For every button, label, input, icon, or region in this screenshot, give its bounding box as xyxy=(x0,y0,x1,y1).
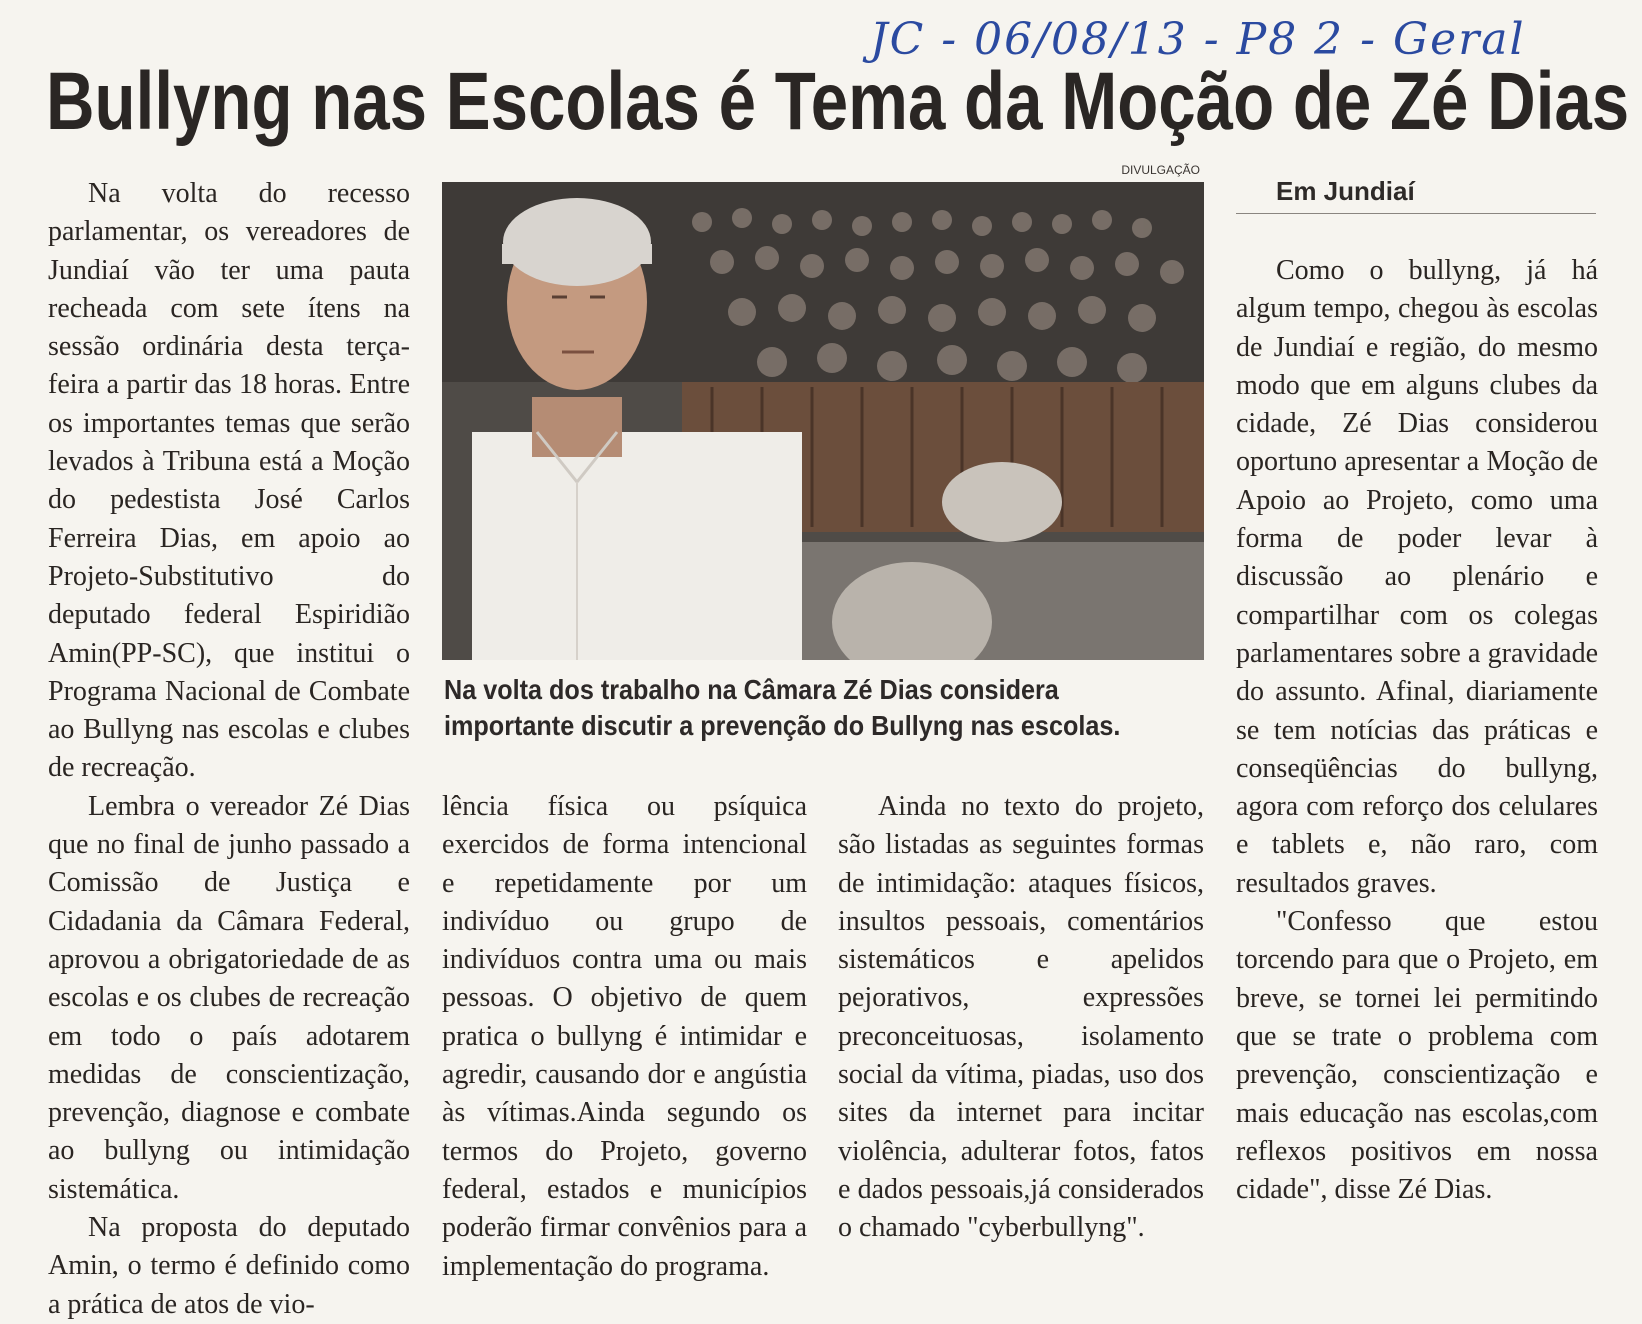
article-photo xyxy=(442,182,1204,660)
photo-credit: DIVULGAÇÃO xyxy=(1121,163,1200,177)
headline: Bullyng nas Escolas é Tema da Moção de Zé Dias xyxy=(46,56,1630,147)
article-paragraph: lência física ou psíquica exercidos de forma intencional e repetidamente por um indivíduo ou grupo de indivíduos contra uma ou mais pessoas. O objetivo de quem pratica o bullyng é intimidar e agredir, causando dor e angústia às vítimas.Ainda segundo os termos do Projeto, governo federal, estados e municípios poderão firmar convênios para a implementação do programa. xyxy=(442,791,807,1282)
handwritten-annotation: JC - 06/08/13 - P8 2 - Geral xyxy=(870,14,1526,65)
article-paragraph: Lembra o vereador Zé Dias que no final de junho passado a Comissão de Justiça e Cidadania da Câmara Federal, aprovou a obrigatoriedade de as escolas e os clubes de recreação em todo o país adotarem medidas de conscientização, prevenção, diagnose e combate ao bullyng ou intimidação sistemática. xyxy=(48,790,410,1205)
photo-caption-line: importante discutir a prevenção do Bullyng nas escolas. xyxy=(444,710,1121,741)
margin-scan-marks xyxy=(10,30,38,1130)
article-column-3 xyxy=(838,788,1204,1248)
sidebar-paragraph: Como o bullyng, já há algum tempo, chegou às escolas de Jundiaí e região, do mesmo modo que em alguns clubes da cidade, Zé Dias considerou oportuno apresentar a Moção de Apoio ao Projeto, como uma forma de poder levar à discussão ao plenário e compartilhar com os colegas parlamentares sobre a gravidade do assunto. Afinal, diariamente se tem notícias das práticas e conseqüências do bullyng, agora com reforço dos celulares e tablets e, não raro, com resultados graves. xyxy=(1236,255,1598,899)
article-column-1 xyxy=(48,175,410,1324)
article-column-2 xyxy=(442,788,807,1286)
article-paragraph: Na proposta do deputado Amin, o termo é definido como a prática de atos de vio- xyxy=(48,1212,410,1320)
photo-caption xyxy=(444,672,1137,744)
sidebar-divider xyxy=(1236,213,1596,214)
sidebar-title: Em Jundiaí xyxy=(1276,176,1415,206)
sidebar-paragraph: "Confesso que estou torcendo para que o Projeto, em breve, se tornei lei permitindo que se trate o problema com prevenção, conscientização e mais educação nas escolas,com reflexos positivos em nossa cidade", disse Zé Dias. xyxy=(1236,906,1598,1206)
photo-caption-line: Na volta dos trabalho na Câmara Zé Dias considera xyxy=(444,674,1059,705)
article-paragraph: Na volta do recesso parlamentar, os vereadores de Jundiaí vão ter uma pauta recheada com sete ítens na sessão ordinária desta terça-feira a partir das 18 horas. Entre os importantes temas que serão levados à Tribuna está a Moção do pedestista José Carlos Ferreira Dias, em apoio ao Projeto-Substitutivo do deputado federal Espiridião Amin(PP-SC), que institui o Programa Nacional de Combate ao Bullyng nas escolas e clubes de recreação. xyxy=(48,178,410,784)
sidebar-column xyxy=(1236,252,1598,1209)
photo-illustration xyxy=(442,182,1204,660)
article-paragraph: Ainda no texto do projeto, são listadas as seguintes formas de intimidação: ataques físicos, insultos pessoais, comentários sistemáticos e apelidos pejorativos, expressões preconceituosas, isolamento social da vítima, piadas, uso dos sites da internet para incitar violência, adulterar fotos, fatos e dados pessoais,já considerados o chamado "cyberbullyng". xyxy=(838,791,1204,1244)
